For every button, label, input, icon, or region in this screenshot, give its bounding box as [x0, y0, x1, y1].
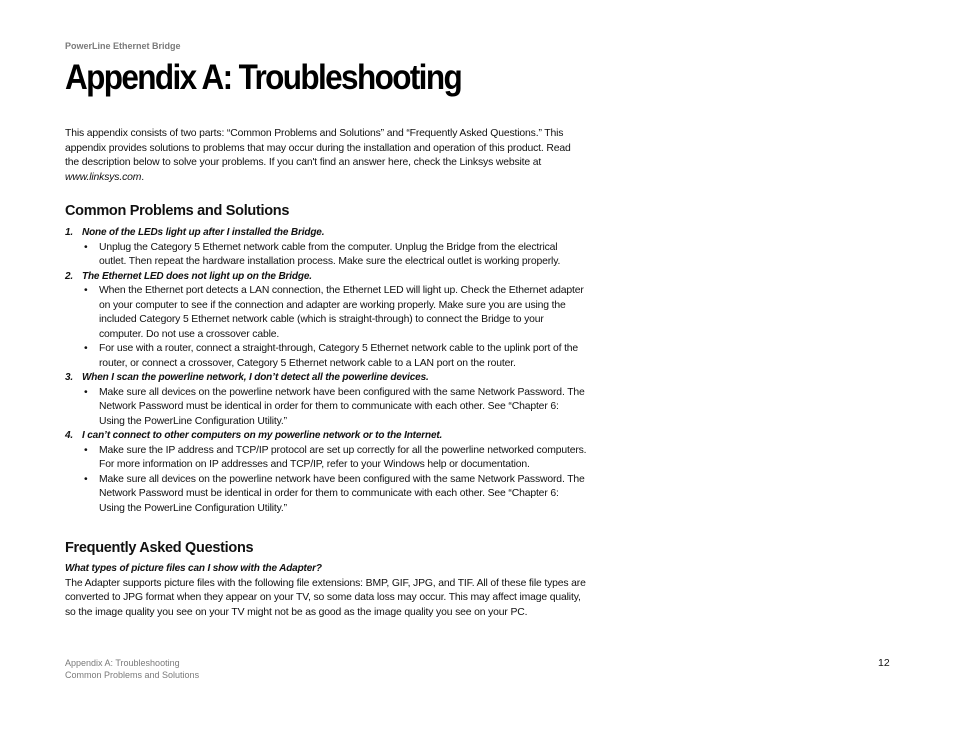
problem-3-answers — [65, 386, 587, 430]
bullet-icon: • — [84, 386, 88, 398]
section-heading-faq: Frequently Asked Questions — [65, 540, 254, 556]
footer-chapter: Appendix A: Troubleshooting — [65, 658, 180, 668]
answer-text: For use with a router, connect a straight-through, Category 5 Ethernet network cable to the uplink port of the router, or connect a crossover, Category 5 Ethernet network cable to a LAN port on the router. — [99, 343, 579, 369]
problem-4-question — [65, 429, 587, 444]
intro-end: . — [141, 171, 145, 183]
bullet-icon: • — [84, 473, 88, 485]
page-number: 12 — [878, 657, 890, 669]
footer-section: Common Problems and Solutions — [65, 670, 200, 680]
answer-item — [65, 386, 587, 430]
answer-item — [65, 342, 587, 371]
answer-text: Make sure the IP address and TCP/IP protocol are set up correctly for all the powerline networked computers. For more information on IP addresses and TCP/IP, refer to your Windows help or documentation. — [99, 444, 587, 470]
problem-text: When I scan the powerline network, I don’t detect all the powerline devices. — [82, 372, 429, 383]
problem-3-question — [65, 371, 587, 386]
problem-text: The Ethernet LED does not light up on the Bridge. — [82, 270, 312, 282]
problem-2-answers — [65, 284, 587, 371]
answer-item — [65, 473, 587, 517]
intro-paragraph — [65, 127, 587, 185]
content-column — [65, 127, 587, 620]
bullet-icon: • — [84, 285, 88, 296]
faq-question: What types of picture files can I show with the Adapter? — [65, 563, 322, 574]
problem-text: I can’t connect to other computers on my powerline network or to the Internet. — [82, 430, 443, 441]
problem-2-question — [65, 270, 587, 285]
answer-text: Make sure all devices on the powerline network have been configured with the same Network Password. The Network Password must be identical in order for them to communicate with each other. See “Chapter 6: Using the PowerLine Configuration Utility.” — [99, 473, 585, 514]
problem-number: 2. — [65, 270, 74, 282]
problem-1-answers — [65, 241, 587, 270]
problem-number: 1. — [65, 227, 74, 238]
answer-item — [65, 241, 587, 270]
problem-4-answers — [65, 444, 587, 517]
problem-1-question — [65, 226, 587, 241]
page-footer — [65, 657, 199, 681]
answer-text: Unplug the Category 5 Ethernet network cable from the computer. Unplug the Bridge from the electrical outlet. Then repeat the hardware installation process. Make sure the electrical outlet is working properly. — [99, 241, 561, 267]
problem-number: 3. — [65, 372, 74, 383]
problem-list — [65, 226, 587, 516]
problem-number: 4. — [65, 430, 74, 441]
page-title: Appendix A: Troubleshooting — [65, 58, 462, 97]
problem-text: None of the LEDs light up after I installed the Bridge. — [82, 227, 325, 238]
answer-text: When the Ethernet port detects a LAN connection, the Ethernet LED will light up. Check the Ethernet adapter on your computer to see if the connection and adapter are working properly. Make sure you are using the included Category 5 Ethernet network cable (which is straight-through) to connect the Bridge to your computer. Do not use a crossover cable. — [99, 285, 584, 340]
bullet-icon: • — [84, 343, 88, 354]
bullet-icon: • — [84, 444, 88, 456]
answer-item — [65, 284, 587, 342]
bullet-icon: • — [84, 241, 88, 253]
answer-item — [65, 444, 587, 473]
faq-answer: The Adapter supports picture files with the following file extensions: BMP, GIF, JPG, and TIF. All of these file types are converted to JPG format when they appear on your TV, so some data loss may occur. This may affect image quality, so the image quality you see on your TV might not be as good as the image quality you see on your PC. — [65, 577, 586, 618]
running-header: PowerLine Ethernet Bridge — [65, 41, 181, 51]
section-heading-common-problems: Common Problems and Solutions — [65, 203, 290, 219]
answer-text: Make sure all devices on the powerline network have been configured with the same Network Password. The Network Password must be identical in order for them to communicate with each other. See “Chapter 6: Using the PowerLine Configuration Utility.” — [99, 386, 585, 427]
linksys-website-link[interactable]: www.linksys.com — [65, 171, 142, 183]
intro-text: This appendix consists of two parts: “Common Problems and Solutions” and “Frequently Asked Questions.” This appendix provides solutions to problems that may occur during the installation and operation of this product. Read the description below to solve your problems. If you can't find an answer here, check the Linksys website at — [65, 128, 571, 168]
